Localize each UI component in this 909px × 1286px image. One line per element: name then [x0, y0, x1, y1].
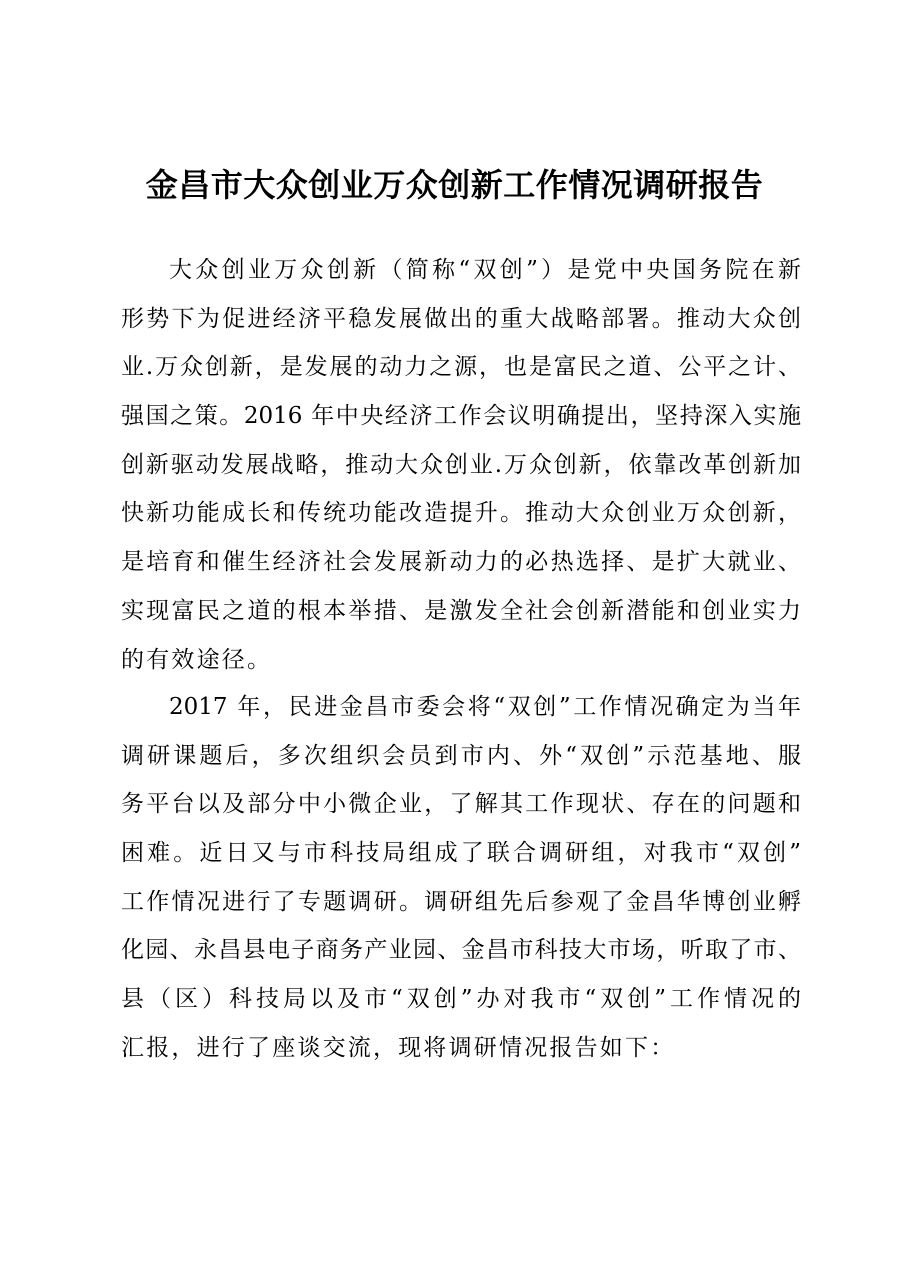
paragraph-line: 快新功能成长和传统功能改造提升。推动大众创业万众创新，: [121, 500, 801, 527]
paragraph-intro: [121, 246, 801, 684]
paragraph-line: 调研课题后，多次组织会员到市内、外“双创”示范基地、服: [121, 742, 801, 769]
paragraph-line: 业.万众创新，是发展的动力之源，也是富民之道、公平之计、: [121, 354, 801, 381]
paragraph-line: 工作情况进行了专题调研。调研组先后参观了金昌华博创业孵: [121, 888, 801, 915]
paragraph-line: 2017 年，民进金昌市委会将“双创”工作情况确定为当年: [169, 694, 801, 720]
paragraph-line: 大众创业万众创新（简称“双创”）是党中央国务院在新: [169, 257, 801, 283]
paragraph-line: 是培育和催生经济社会发展新动力的必热选择、是扩大就业、: [121, 549, 801, 576]
paragraph-line: 创新驱动发展战略，推动大众创业.万众创新，依靠改革创新加: [121, 451, 801, 478]
paragraph-line: 困难。近日又与市科技局组成了联合调研组，对我市“双创”: [121, 840, 801, 867]
paragraph-line: 县（区）科技局以及市“双创”办对我市“双创”工作情况的: [121, 986, 801, 1013]
paragraph-line: 务平台以及部分中小微企业，了解其工作现状、存在的问题和: [121, 791, 801, 818]
paragraph-line: 形势下为促进经济平稳发展做出的重大战略部署。推动大众创: [121, 305, 801, 332]
paragraph-line: 的有效途径。: [121, 646, 273, 673]
paragraph-line: 强国之策。2016 年中央经济工作会议明确提出，坚持深入实施: [121, 403, 801, 430]
paragraph-line: 实现富民之道的根本举措、是激发全社会创新潜能和创业实力: [121, 597, 801, 624]
document-title: 金昌市大众创业万众创新工作情况调研报告: [145, 166, 764, 204]
paragraph-line: 汇报，进行了座谈交流，现将调研情况报告如下：: [121, 1034, 676, 1061]
paragraph-line: 化园、永昌县电子商务产业园、金昌市科技大市场，听取了市、: [121, 937, 801, 964]
paragraph-research: [121, 683, 801, 1073]
